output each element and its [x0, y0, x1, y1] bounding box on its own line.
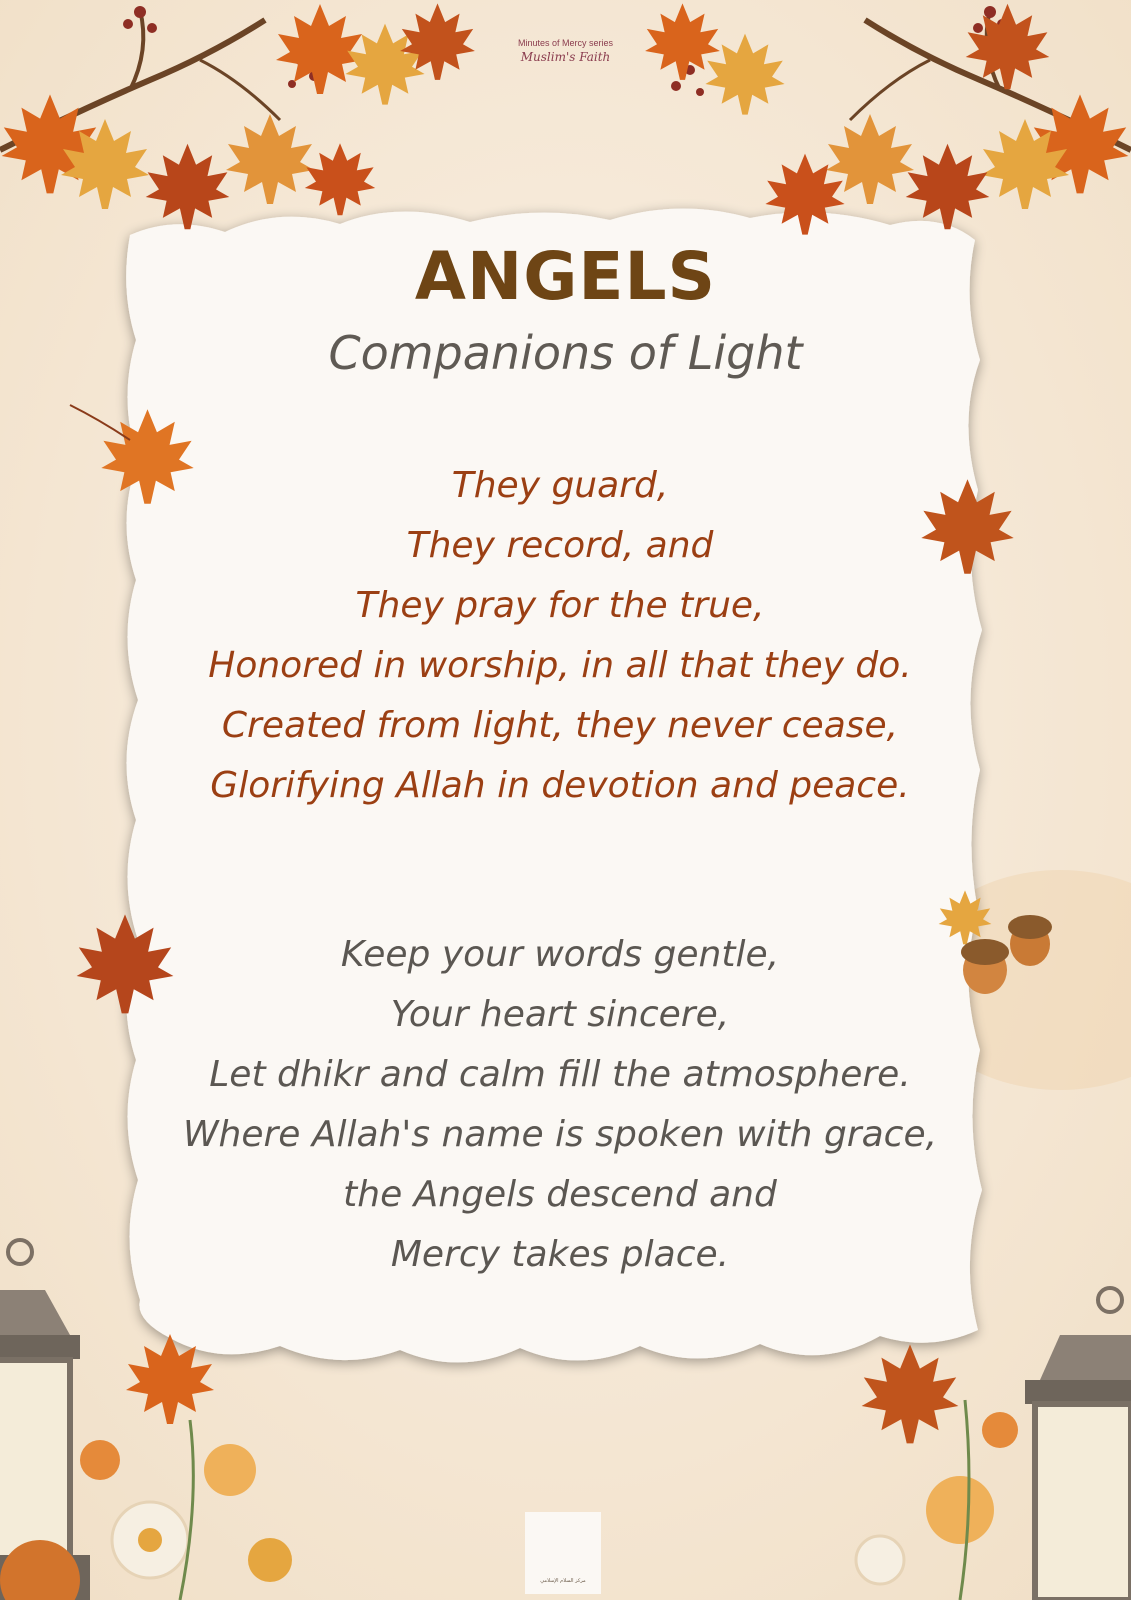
poem-subtitle: Companions of Light — [328, 326, 803, 380]
stanza-1 — [130, 456, 990, 816]
stanza-2-line-3: Let dhikr and calm fill the atmosphere. — [209, 1054, 911, 1095]
brand-label: Muslim's Faith — [520, 50, 611, 64]
center-logo — [525, 1512, 601, 1594]
stanza-1-line-2: They record, and — [406, 525, 714, 566]
logo-text: مركز السلام الإسلامي — [540, 1578, 586, 1584]
series-label: Minutes of Mercy series — [517, 38, 614, 48]
stanza-1-line-4: Honored in worship, in all that they do. — [208, 645, 912, 686]
stanza-2-line-5: the Angels descend and — [343, 1174, 777, 1215]
stanza-2-line-2: Your heart sincere, — [390, 994, 730, 1035]
stanza-1-line-1: They guard, — [451, 465, 669, 506]
stanza-2-line-6: Mercy takes place. — [390, 1234, 730, 1275]
poem-title: ANGELS — [414, 238, 717, 315]
stanza-1-line-3: They pray for the true, — [355, 585, 765, 626]
stanza-2-line-1: Keep your words gentle, — [340, 934, 780, 975]
stanza-1-line-5: Created from light, they never cease, — [221, 705, 899, 746]
stanza-2-line-4: Where Allah's name is spoken with grace, — [182, 1114, 938, 1155]
stanza-1-line-6: Glorifying Allah in devotion and peace. — [210, 765, 910, 806]
stanza-2 — [130, 925, 990, 1285]
